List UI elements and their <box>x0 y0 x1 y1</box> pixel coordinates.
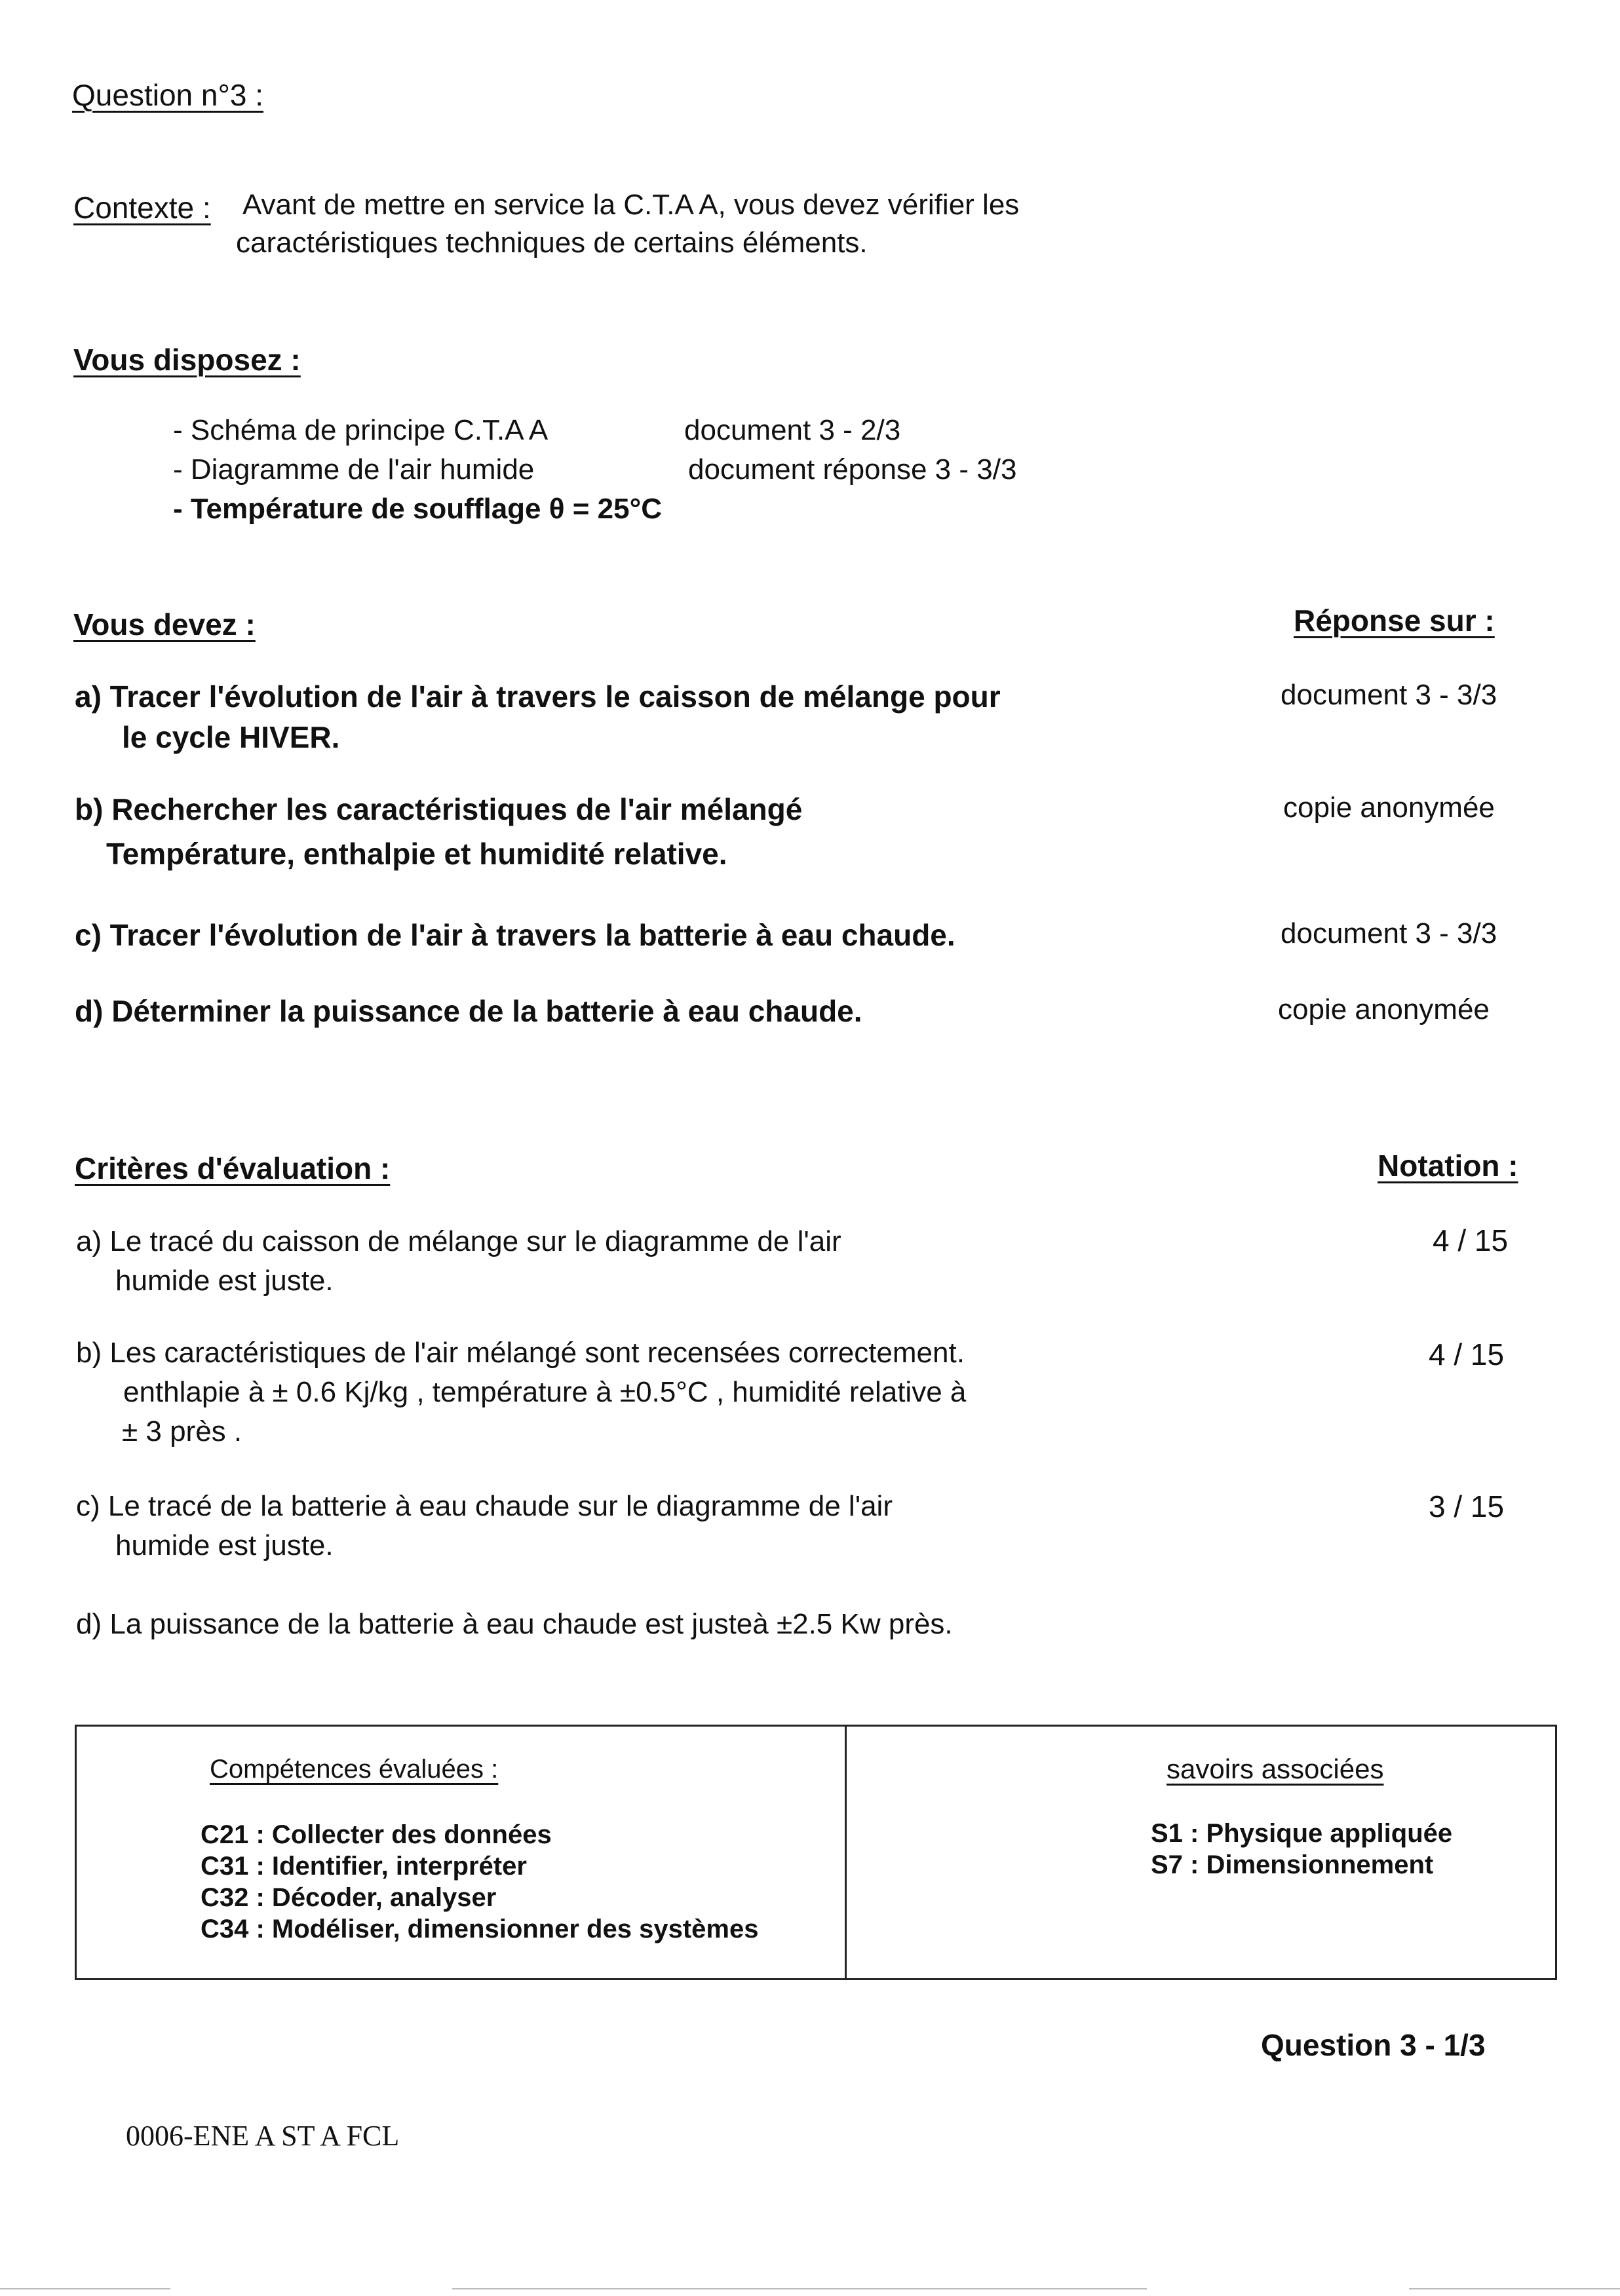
page-title: Question n°3 : <box>72 78 264 112</box>
scan-line-middle <box>452 2288 1147 2289</box>
competence-c31: C31 : Identifier, interpréter <box>201 1852 527 1881</box>
footer-code: 0006-ENE A ST A FCL <box>126 2120 400 2152</box>
critere-d-line-1: d) La puissance de la batterie à eau chaude est justeà ±2.5 Kw près. <box>76 1608 953 1640</box>
disposez-item-1: - Schéma de principe C.T.A A <box>173 414 549 446</box>
disposez-item-3: - Température de soufflage θ = 25°C <box>173 493 662 525</box>
competences-title: Compétences évaluées : <box>210 1755 499 1784</box>
devez-item-c-line-1: c) Tracer l'évolution de l'air à travers la batterie à eau chaude. <box>75 918 955 952</box>
page-reference: Question 3 - 1/3 <box>1261 2028 1486 2062</box>
critere-b-note: 4 / 15 <box>1429 1337 1505 1371</box>
critere-a-line-2: humide est juste. <box>115 1265 334 1297</box>
critere-a-note: 4 / 15 <box>1433 1223 1509 1257</box>
critere-b-line-3: ± 3 près . <box>122 1415 242 1447</box>
devez-item-a-ref: document 3 - 3/3 <box>1281 679 1497 711</box>
savoir-s7: S7 : Dimensionnement <box>1151 1850 1434 1879</box>
competence-c34: C34 : Modéliser, dimensionner des systèmes <box>201 1915 759 1943</box>
contexte-label: Contexte : <box>73 191 211 225</box>
savoirs-title: savoirs associées <box>1167 1753 1384 1784</box>
competence-c32: C32 : Décoder, analyser <box>201 1883 497 1912</box>
disposez-item-2-ref: document réponse 3 - 3/3 <box>688 453 1017 486</box>
critere-b-line-1: b) Les caractéristiques de l'air mélangé sont recensées correctement. <box>76 1337 965 1369</box>
critere-c-note: 3 / 15 <box>1429 1489 1505 1523</box>
devez-item-b-line-1: b) Rechercher les caractéristiques de l'air mélangé <box>75 792 803 826</box>
devez-item-a-line-1: a) Tracer l'évolution de l'air à travers le caisson de mélange pour <box>75 679 1001 714</box>
critere-b-line-2: enthlapie à ± 0.6 Kj/kg , température à ±0.5°C , humidité relative à <box>123 1376 967 1408</box>
critere-c-line-1: c) Le tracé de la batterie à eau chaude sur le diagramme de l'air <box>76 1490 893 1522</box>
devez-item-d-line-1: d) Déterminer la puissance de la batterie à eau chaude. <box>75 994 862 1028</box>
critere-c-line-2: humide est juste. <box>115 1529 334 1561</box>
contexte-line-1: Avant de mettre en service la C.T.A A, vous devez vérifier les <box>242 189 1020 221</box>
devez-item-d-ref: copie anonymée <box>1278 993 1490 1025</box>
competence-c21: C21 : Collecter des données <box>201 1820 552 1849</box>
savoir-s1: S1 : Physique appliquée <box>1151 1819 1453 1848</box>
scan-line-left <box>0 2288 170 2289</box>
devez-item-a-line-2: le cycle HIVER. <box>122 720 340 754</box>
criteres-label: Critères d'évaluation : <box>75 1151 391 1185</box>
devez-item-b-line-2: Température, enthalpie et humidité relative. <box>106 837 727 871</box>
notation-label: Notation : <box>1378 1149 1518 1183</box>
reponse-sur-label: Réponse sur : <box>1294 603 1495 638</box>
critere-a-line-1: a) Le tracé du caisson de mélange sur le diagramme de l'air <box>76 1225 841 1257</box>
disposez-item-1-ref: document 3 - 2/3 <box>684 414 901 446</box>
disposez-item-2: - Diagramme de l'air humide <box>173 453 535 486</box>
contexte-line-2: caractéristiques techniques de certains éléments. <box>236 227 868 259</box>
devez-item-c-ref: document 3 - 3/3 <box>1281 917 1497 949</box>
devez-item-b-ref: copie anonymée <box>1283 792 1495 824</box>
disposez-label: Vous disposez : <box>73 343 301 377</box>
scan-line-right <box>1409 2288 1620 2289</box>
box-divider <box>845 1727 847 1978</box>
devez-label: Vous devez : <box>73 607 256 641</box>
